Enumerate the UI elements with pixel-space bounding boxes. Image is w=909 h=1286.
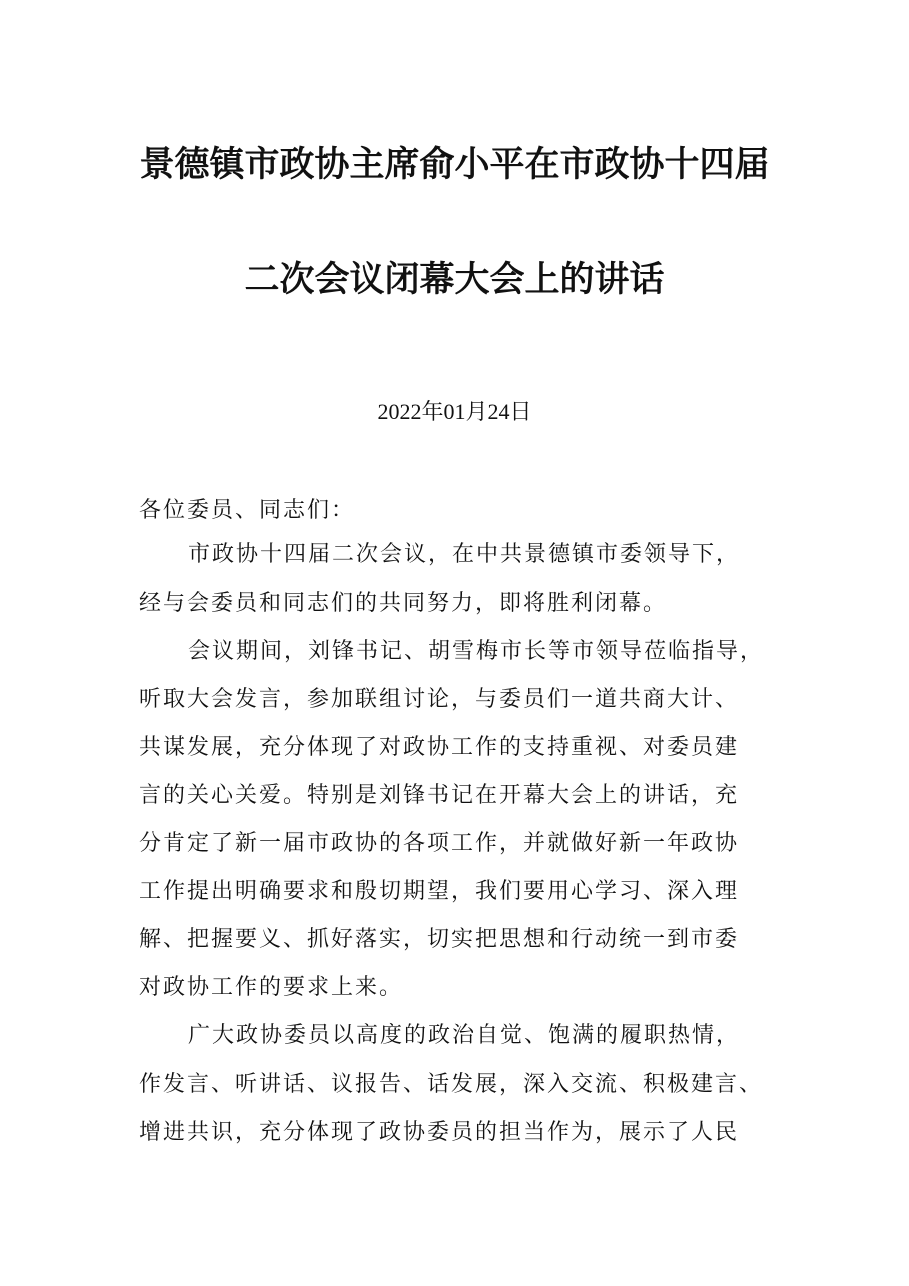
paragraph-line: 增进共识，充分体现了政协委员的担当作为，展示了人民 xyxy=(139,1120,740,1145)
paragraph-line: 分肯定了新一届市政协的各项工作，并就做好新一年政协 xyxy=(139,831,740,856)
paragraph-line: 广大政协委员以高度的政治自觉、饱满的履职热情， xyxy=(188,1023,741,1048)
paragraph-line: 工作提出明确要求和殷切期望，我们要用心学习、深入理 xyxy=(139,879,740,904)
paragraph-line: 听取大会发言，参加联组讨论，与委员们一道共商大计、 xyxy=(139,687,740,712)
paragraph-line: 经与会委员和同志们的共同努力，即将胜利闭幕。 xyxy=(139,591,668,616)
paragraph-line: 共谋发展，充分体现了对政协工作的支持重视、对委员建 xyxy=(139,735,740,760)
paragraph-line: 对政协工作的要求上来。 xyxy=(139,975,404,1000)
paragraph-line: 言的关心关爱。特别是刘锋书记在开幕大会上的讲话，充 xyxy=(139,783,740,808)
salutation: 各位委员、同志们： xyxy=(139,498,356,523)
paragraph-line: 作发言、听讲话、议报告、话发展，深入交流、积极建言、 xyxy=(139,1072,764,1097)
title-line-1: 景德镇市政协主席俞小平在市政协十四届 xyxy=(139,144,770,185)
paragraph-line: 会议期间，刘锋书记、胡雪梅市长等市领导莅临指导， xyxy=(188,639,765,664)
title-line-2: 二次会议闭幕大会上的讲话 xyxy=(244,259,665,300)
speech-date: 2022年01月24日 xyxy=(377,399,532,424)
paragraph-line: 解、把握要义、抓好落实，切实把思想和行动统一到市委 xyxy=(139,927,740,952)
paragraph-line: 市政协十四届二次会议，在中共景德镇市委领导下， xyxy=(188,542,741,567)
